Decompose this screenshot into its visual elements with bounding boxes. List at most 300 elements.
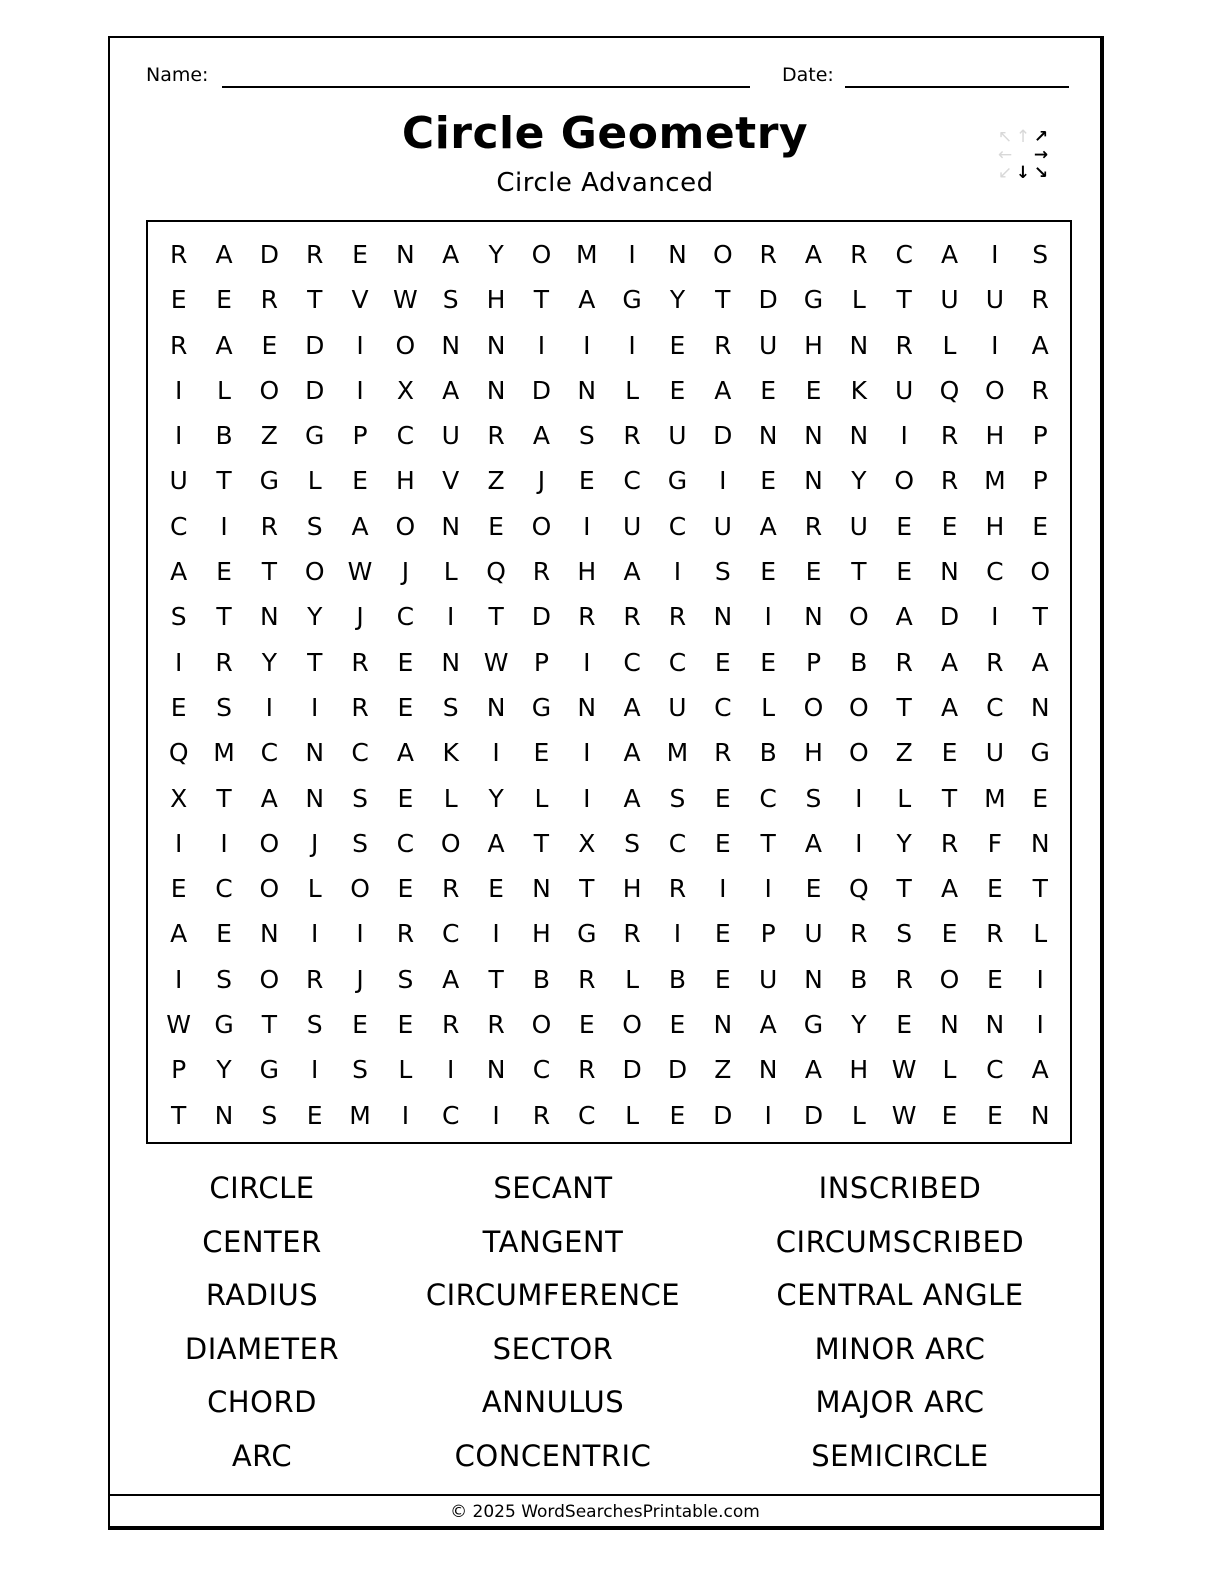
grid-cell[interactable]: L xyxy=(851,285,866,315)
grid-cell[interactable]: A xyxy=(623,557,641,587)
grid-cell[interactable]: L xyxy=(398,1055,413,1085)
grid-cell[interactable]: N xyxy=(305,783,325,813)
grid-cell[interactable]: I xyxy=(492,1100,500,1130)
grid-cell[interactable]: N xyxy=(577,375,597,405)
grid-cell[interactable]: O xyxy=(712,240,733,269)
grid-cell[interactable]: D xyxy=(531,602,552,632)
grid-cell[interactable]: U xyxy=(668,692,687,722)
grid-cell[interactable]: C xyxy=(396,602,415,632)
grid-cell[interactable]: C xyxy=(215,874,233,904)
grid-cell[interactable]: I xyxy=(628,240,636,269)
grid-cell[interactable]: N xyxy=(940,1010,959,1040)
grid-cell[interactable]: I xyxy=(719,466,727,496)
grid-cell[interactable]: N xyxy=(758,421,778,451)
grid-cell[interactable]: S xyxy=(261,1100,278,1130)
grid-cell[interactable]: S xyxy=(669,783,686,813)
grid-cell[interactable]: E xyxy=(1032,511,1049,541)
grid-cell[interactable]: A xyxy=(804,828,823,858)
grid-cell[interactable]: A xyxy=(940,692,959,722)
grid-cell[interactable]: E xyxy=(941,1100,958,1130)
grid-cell[interactable]: S xyxy=(352,783,368,813)
grid-cell[interactable]: S xyxy=(896,919,913,949)
grid-cell[interactable]: E xyxy=(397,783,414,813)
grid-cell[interactable]: R xyxy=(623,421,641,451)
grid-cell[interactable]: Y xyxy=(669,285,686,315)
grid-cell[interactable]: U xyxy=(622,511,642,541)
grid-cell[interactable]: E xyxy=(986,964,1003,994)
grid-cell[interactable]: T xyxy=(261,1010,277,1040)
grid-cell[interactable]: R xyxy=(351,647,369,677)
grid-cell[interactable]: C xyxy=(532,1055,551,1085)
grid-cell[interactable]: K xyxy=(850,375,868,405)
grid-cell[interactable]: C xyxy=(986,692,1004,722)
grid-cell[interactable]: R xyxy=(578,1055,596,1085)
grid-cell[interactable]: C xyxy=(986,557,1004,587)
grid-cell[interactable]: I xyxy=(356,375,364,405)
grid-cell[interactable]: R xyxy=(850,919,868,949)
grid-cell[interactable]: L xyxy=(851,1100,866,1130)
grid-cell[interactable]: N xyxy=(804,964,823,994)
grid-cell[interactable]: H xyxy=(804,330,823,360)
grid-cell[interactable]: E xyxy=(216,919,232,949)
grid-cell[interactable]: Y xyxy=(851,1010,867,1040)
grid-cell[interactable]: H xyxy=(395,466,415,496)
grid-cell[interactable]: T xyxy=(307,647,323,677)
grid-cell[interactable]: O xyxy=(350,874,370,904)
grid-cell[interactable]: I xyxy=(719,874,727,904)
grid-cell[interactable]: G xyxy=(259,466,280,496)
grid-cell[interactable]: J xyxy=(356,602,364,632)
grid-cell[interactable]: Y xyxy=(307,602,323,632)
grid-cell[interactable]: S xyxy=(442,285,459,315)
grid-cell[interactable]: Q xyxy=(168,738,189,768)
grid-cell[interactable]: N xyxy=(1030,692,1050,722)
grid-cell[interactable]: D xyxy=(713,421,733,451)
grid-cell[interactable]: S xyxy=(352,828,368,858)
grid-cell[interactable]: N xyxy=(441,647,461,677)
grid-cell[interactable]: E xyxy=(669,330,686,360)
grid-cell[interactable]: E xyxy=(941,738,958,768)
grid-cell[interactable]: W xyxy=(347,557,373,587)
grid-cell[interactable]: D xyxy=(259,240,279,269)
grid-cell[interactable]: H xyxy=(985,511,1005,541)
grid-cell[interactable]: A xyxy=(623,738,641,768)
grid-cell[interactable]: D xyxy=(803,1100,824,1130)
grid-cell[interactable]: O xyxy=(985,375,1005,405)
grid-cell[interactable]: T xyxy=(896,874,912,904)
grid-cell[interactable]: C xyxy=(986,1055,1004,1085)
grid-cell[interactable]: L xyxy=(942,1055,957,1085)
grid-cell[interactable]: I xyxy=(356,919,364,949)
grid-cell[interactable]: I xyxy=(991,240,999,269)
grid-cell[interactable]: G xyxy=(305,421,325,451)
grid-cell[interactable]: A xyxy=(940,874,959,904)
grid-cell[interactable]: N xyxy=(804,421,823,451)
grid-cell[interactable]: S xyxy=(306,1010,323,1040)
grid-cell[interactable]: A xyxy=(804,1055,823,1085)
grid-cell[interactable]: E xyxy=(261,330,278,360)
grid-cell[interactable]: R xyxy=(487,1010,505,1040)
grid-cell[interactable]: E xyxy=(760,375,777,405)
grid-cell[interactable]: E xyxy=(306,1100,323,1130)
grid-cell[interactable]: M xyxy=(984,783,1006,813)
grid-cell[interactable]: E xyxy=(986,874,1003,904)
grid-cell[interactable]: A xyxy=(1031,647,1049,677)
grid-cell[interactable]: G xyxy=(803,1010,824,1040)
grid-cell[interactable]: N xyxy=(1030,1100,1050,1130)
grid-cell[interactable]: I xyxy=(311,919,319,949)
grid-cell[interactable]: T xyxy=(171,1100,187,1130)
grid-cell[interactable]: D xyxy=(758,285,778,315)
grid-cell[interactable]: I xyxy=(991,330,999,360)
grid-cell[interactable]: C xyxy=(442,1100,460,1130)
grid-cell[interactable]: E xyxy=(669,375,686,405)
grid-cell[interactable]: O xyxy=(259,828,280,858)
grid-cell[interactable]: T xyxy=(579,874,595,904)
grid-cell[interactable]: M xyxy=(666,738,689,768)
grid-cell[interactable]: N xyxy=(804,466,823,496)
grid-cell[interactable]: C xyxy=(623,647,641,677)
grid-cell[interactable]: C xyxy=(759,783,777,813)
grid-cell[interactable]: O xyxy=(440,828,461,858)
grid-cell[interactable]: A xyxy=(804,240,823,269)
grid-cell[interactable]: L xyxy=(942,330,957,360)
grid-cell[interactable]: O xyxy=(803,692,824,722)
grid-cell[interactable]: T xyxy=(715,285,731,315)
grid-cell[interactable]: V xyxy=(351,285,369,315)
grid-cell[interactable]: J xyxy=(311,828,319,858)
grid-cell[interactable]: E xyxy=(216,285,232,315)
grid-cell[interactable]: E xyxy=(941,919,958,949)
grid-cell[interactable]: I xyxy=(764,1100,772,1130)
grid-cell[interactable]: I xyxy=(220,511,228,541)
grid-cell[interactable]: I xyxy=(174,647,183,677)
grid-cell[interactable]: G xyxy=(622,285,642,315)
grid-cell[interactable]: N xyxy=(486,375,506,405)
grid-cell[interactable]: I xyxy=(628,330,636,360)
grid-cell[interactable]: R xyxy=(260,285,279,315)
grid-cell[interactable]: L xyxy=(443,783,458,813)
grid-cell[interactable]: N xyxy=(441,330,461,360)
grid-cell[interactable]: Z xyxy=(714,1055,732,1085)
grid-cell[interactable]: I xyxy=(356,330,364,360)
grid-cell[interactable]: I xyxy=(311,692,319,722)
grid-cell[interactable]: P xyxy=(533,647,549,677)
grid-cell[interactable]: R xyxy=(940,466,959,496)
grid-cell[interactable]: N xyxy=(849,421,869,451)
grid-cell[interactable]: S xyxy=(805,783,822,813)
grid-cell[interactable]: J xyxy=(537,466,546,496)
grid-cell[interactable]: E xyxy=(578,466,595,496)
grid-cell[interactable]: O xyxy=(848,738,869,768)
grid-cell[interactable]: G xyxy=(531,692,552,722)
grid-cell[interactable]: R xyxy=(714,330,732,360)
grid-cell[interactable]: R xyxy=(668,874,687,904)
grid-cell[interactable]: P xyxy=(760,919,776,949)
grid-cell[interactable]: B xyxy=(759,738,777,768)
grid-cell[interactable]: I xyxy=(991,602,999,632)
grid-cell[interactable]: Q xyxy=(486,557,506,587)
grid-cell[interactable]: Z xyxy=(260,421,278,451)
grid-cell[interactable]: Z xyxy=(895,738,913,768)
grid-cell[interactable]: G xyxy=(803,285,824,315)
grid-cell[interactable]: I xyxy=(401,1100,410,1130)
grid-cell[interactable]: I xyxy=(764,874,772,904)
grid-cell[interactable]: O xyxy=(304,557,325,587)
grid-cell[interactable]: R xyxy=(895,964,913,994)
grid-cell[interactable]: E xyxy=(714,919,731,949)
grid-cell[interactable]: U xyxy=(985,738,1005,768)
grid-cell[interactable]: C xyxy=(668,828,687,858)
grid-cell[interactable]: D xyxy=(531,375,552,405)
grid-cell[interactable]: R xyxy=(986,919,1004,949)
grid-cell[interactable]: I xyxy=(583,511,591,541)
grid-cell[interactable]: R xyxy=(215,647,233,677)
grid-cell[interactable]: H xyxy=(985,421,1005,451)
grid-cell[interactable]: R xyxy=(895,647,913,677)
grid-cell[interactable]: I xyxy=(174,964,183,994)
grid-cell[interactable]: L xyxy=(307,874,322,904)
grid-cell[interactable]: O xyxy=(894,466,915,496)
grid-cell[interactable]: U xyxy=(713,511,732,541)
grid-cell[interactable]: H xyxy=(804,738,823,768)
grid-cell[interactable]: R xyxy=(940,421,959,451)
grid-cell[interactable]: H xyxy=(577,557,597,587)
grid-cell[interactable]: A xyxy=(215,240,233,269)
grid-cell[interactable]: E xyxy=(578,1010,595,1040)
grid-cell[interactable]: T xyxy=(216,602,232,632)
grid-cell[interactable]: R xyxy=(986,647,1004,677)
grid-cell[interactable]: O xyxy=(259,874,280,904)
grid-cell[interactable]: N xyxy=(396,240,415,269)
grid-cell[interactable]: E xyxy=(216,557,232,587)
grid-cell[interactable]: R xyxy=(532,1100,551,1130)
grid-cell[interactable]: N xyxy=(713,602,733,632)
grid-cell[interactable]: A xyxy=(170,557,188,587)
grid-cell[interactable]: N xyxy=(577,692,597,722)
grid-cell[interactable]: C xyxy=(895,240,913,269)
grid-cell[interactable]: A xyxy=(170,919,188,949)
grid-cell[interactable]: E xyxy=(896,1010,913,1040)
grid-cell[interactable]: I xyxy=(220,828,228,858)
grid-cell[interactable]: C xyxy=(351,738,369,768)
grid-cell[interactable]: U xyxy=(758,330,778,360)
grid-cell[interactable]: J xyxy=(401,557,410,587)
grid-cell[interactable]: U xyxy=(441,421,460,451)
grid-cell[interactable]: L xyxy=(534,783,549,813)
grid-cell[interactable]: M xyxy=(349,1100,371,1130)
grid-cell[interactable]: R xyxy=(442,874,460,904)
grid-cell[interactable]: I xyxy=(492,919,500,949)
grid-cell[interactable]: S xyxy=(352,1055,368,1085)
grid-cell[interactable]: U xyxy=(804,919,823,949)
grid-cell[interactable]: E xyxy=(760,557,777,587)
grid-cell[interactable]: E xyxy=(805,557,822,587)
grid-cell[interactable]: R xyxy=(487,421,505,451)
grid-cell[interactable]: E xyxy=(669,1100,686,1130)
grid-cell[interactable]: R xyxy=(1031,375,1049,405)
grid-cell[interactable]: I xyxy=(1036,1010,1044,1040)
grid-cell[interactable]: A xyxy=(623,783,641,813)
grid-cell[interactable]: L xyxy=(897,783,912,813)
date-field[interactable] xyxy=(845,86,1069,88)
grid-cell[interactable]: I xyxy=(174,375,183,405)
grid-cell[interactable]: O xyxy=(395,330,416,360)
grid-cell[interactable]: I xyxy=(855,828,863,858)
grid-cell[interactable]: A xyxy=(759,1010,777,1040)
grid-cell[interactable]: C xyxy=(396,828,415,858)
grid-cell[interactable]: R xyxy=(668,602,687,632)
grid-cell[interactable]: B xyxy=(850,964,868,994)
grid-cell[interactable]: R xyxy=(1031,285,1049,315)
grid-cell[interactable]: H xyxy=(486,285,506,315)
grid-cell[interactable]: H xyxy=(622,874,642,904)
grid-cell[interactable]: A xyxy=(1031,1055,1049,1085)
grid-cell[interactable]: B xyxy=(215,421,233,451)
grid-cell[interactable]: Q xyxy=(848,874,869,904)
grid-cell[interactable]: N xyxy=(1030,828,1050,858)
grid-cell[interactable]: A xyxy=(623,692,641,722)
grid-cell[interactable]: Q xyxy=(939,375,960,405)
grid-cell[interactable]: U xyxy=(985,285,1005,315)
grid-cell[interactable]: E xyxy=(397,692,414,722)
grid-cell[interactable]: A xyxy=(215,330,233,360)
grid-cell[interactable]: E xyxy=(714,964,731,994)
grid-cell[interactable]: R xyxy=(396,919,415,949)
grid-cell[interactable]: Y xyxy=(851,466,867,496)
grid-cell[interactable]: X xyxy=(578,828,596,858)
grid-cell[interactable]: E xyxy=(714,783,731,813)
grid-cell[interactable]: E xyxy=(1032,783,1049,813)
grid-cell[interactable]: M xyxy=(213,738,235,768)
grid-cell[interactable]: S xyxy=(442,692,459,722)
grid-cell[interactable]: I xyxy=(583,330,591,360)
grid-cell[interactable]: E xyxy=(352,1010,368,1040)
grid-cell[interactable]: K xyxy=(442,738,459,768)
grid-cell[interactable]: E xyxy=(941,511,958,541)
grid-cell[interactable]: N xyxy=(260,919,279,949)
grid-cell[interactable]: B xyxy=(532,964,550,994)
grid-cell[interactable]: A xyxy=(532,421,550,451)
grid-cell[interactable]: M xyxy=(575,240,598,269)
grid-cell[interactable]: T xyxy=(533,285,550,315)
grid-cell[interactable]: L xyxy=(443,557,458,587)
grid-cell[interactable]: U xyxy=(849,511,868,541)
grid-cell[interactable]: R xyxy=(759,240,777,269)
grid-cell[interactable]: N xyxy=(441,511,461,541)
grid-cell[interactable]: E xyxy=(488,874,504,904)
grid-cell[interactable]: F xyxy=(987,828,1003,858)
grid-cell[interactable]: E xyxy=(352,466,368,496)
grid-cell[interactable]: N xyxy=(849,330,869,360)
grid-cell[interactable]: I xyxy=(447,1055,455,1085)
grid-cell[interactable]: E xyxy=(760,466,777,496)
grid-cell[interactable]: E xyxy=(896,557,913,587)
grid-cell[interactable]: R xyxy=(623,602,641,632)
grid-cell[interactable]: T xyxy=(488,602,504,632)
grid-cell[interactable]: A xyxy=(578,285,596,315)
grid-cell[interactable]: I xyxy=(265,692,274,722)
grid-cell[interactable]: W xyxy=(891,1055,917,1085)
grid-cell[interactable]: R xyxy=(578,964,596,994)
grid-cell[interactable]: P xyxy=(352,421,368,451)
grid-cell[interactable]: P xyxy=(171,1055,187,1085)
grid-cell[interactable]: N xyxy=(804,602,823,632)
grid-cell[interactable]: S xyxy=(306,511,323,541)
grid-cell[interactable]: O xyxy=(259,964,280,994)
grid-cell[interactable]: L xyxy=(1033,919,1048,949)
grid-cell[interactable]: C xyxy=(396,421,415,451)
grid-cell[interactable]: Y xyxy=(896,828,912,858)
grid-cell[interactable]: W xyxy=(891,1100,917,1130)
grid-cell[interactable]: O xyxy=(848,602,869,632)
grid-cell[interactable]: U xyxy=(940,285,959,315)
grid-cell[interactable]: R xyxy=(306,964,324,994)
grid-cell[interactable]: I xyxy=(492,738,500,768)
grid-cell[interactable]: S xyxy=(624,828,641,858)
grid-cell[interactable]: S xyxy=(1032,240,1049,269)
grid-cell[interactable]: J xyxy=(356,964,364,994)
grid-cell[interactable]: A xyxy=(442,375,460,405)
grid-cell[interactable]: T xyxy=(261,557,277,587)
grid-cell[interactable]: O xyxy=(939,964,960,994)
grid-cell[interactable]: I xyxy=(583,647,591,677)
grid-cell[interactable]: G xyxy=(214,1010,234,1040)
grid-cell[interactable]: E xyxy=(170,874,187,904)
grid-cell[interactable]: C xyxy=(668,511,687,541)
grid-cell[interactable]: R xyxy=(940,828,959,858)
grid-cell[interactable]: C xyxy=(169,511,188,541)
grid-cell[interactable]: D xyxy=(667,1055,688,1085)
grid-cell[interactable]: A xyxy=(940,647,959,677)
grid-cell[interactable]: I xyxy=(764,602,772,632)
grid-cell[interactable]: E xyxy=(805,375,822,405)
grid-cell[interactable]: L xyxy=(625,964,640,994)
grid-cell[interactable]: R xyxy=(306,240,324,269)
grid-cell[interactable]: U xyxy=(668,421,687,451)
grid-cell[interactable]: N xyxy=(260,602,279,632)
grid-cell[interactable]: A xyxy=(260,783,278,813)
grid-cell[interactable]: G xyxy=(667,466,688,496)
grid-cell[interactable]: E xyxy=(170,285,187,315)
grid-cell[interactable]: R xyxy=(850,240,868,269)
grid-cell[interactable]: E xyxy=(986,1100,1003,1130)
grid-cell[interactable]: T xyxy=(851,557,867,587)
grid-cell[interactable]: C xyxy=(442,919,460,949)
grid-cell[interactable]: R xyxy=(623,919,641,949)
grid-cell[interactable]: P xyxy=(1032,466,1048,496)
grid-cell[interactable]: N xyxy=(486,330,506,360)
grid-cell[interactable]: I xyxy=(673,557,682,587)
grid-cell[interactable]: P xyxy=(1032,421,1048,451)
grid-cell[interactable]: R xyxy=(532,557,551,587)
grid-cell[interactable]: T xyxy=(896,285,912,315)
grid-cell[interactable]: E xyxy=(397,1010,414,1040)
grid-cell[interactable]: I xyxy=(855,783,863,813)
grid-cell[interactable]: E xyxy=(397,874,414,904)
grid-cell[interactable]: U xyxy=(758,964,778,994)
grid-cell[interactable]: R xyxy=(804,511,823,541)
grid-cell[interactable]: I xyxy=(673,919,682,949)
grid-cell[interactable]: Y xyxy=(488,240,504,269)
grid-cell[interactable]: M xyxy=(984,466,1006,496)
grid-cell[interactable]: T xyxy=(1032,602,1048,632)
grid-cell[interactable]: N xyxy=(214,1100,234,1130)
grid-cell[interactable]: Z xyxy=(487,466,505,496)
grid-cell[interactable]: D xyxy=(305,330,325,360)
grid-cell[interactable]: S xyxy=(714,557,731,587)
grid-cell[interactable]: U xyxy=(169,466,188,496)
